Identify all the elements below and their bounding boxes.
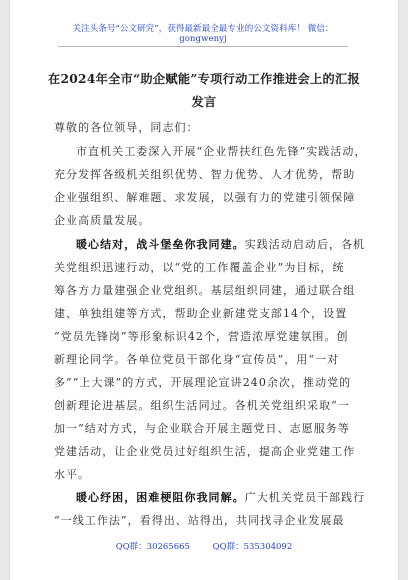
footer-qq-2: QQ群：535304092 bbox=[212, 542, 293, 552]
salutation: 尊敬的各位领导，同志们： bbox=[54, 121, 199, 134]
section2-heading: 暖心纾困，困难梗阻你我同解。 bbox=[76, 491, 245, 504]
paragraph-line: “党员先锋岗”等形象标识42个，营造浓厚党建氛围。创 bbox=[54, 330, 349, 343]
section2-lead-text: 广大机关党员干部践行 bbox=[244, 491, 366, 504]
paragraph-line: 企业强组织、解难题、求发展，以强有力的党建引领保障 bbox=[54, 191, 356, 204]
paragraph-line: “一线工作法”，看得出、站得出，共同找寻企业发展最 bbox=[54, 514, 345, 527]
section1-lead-text: 实践活动启动后，各机 bbox=[244, 238, 366, 251]
paragraph-line: 水平。 bbox=[54, 468, 91, 481]
header-notice: 关注头条号“公文研究”，获得最新最全最专业的公文资料库！ 微信：gongwenyj bbox=[58, 22, 348, 47]
paragraph-line: 多”“上大课”的方式，开展理论宣讲240余次，推动党的 bbox=[54, 376, 352, 389]
paragraph-line: 企业高质量发展。 bbox=[54, 214, 151, 227]
paragraph-line: 新理论同学。各单位党员干部化身“宣传员”，用“一对 bbox=[54, 353, 340, 366]
paragraph-line: 充分发挥各级机关组织优势、智力优势、人才优势，帮助 bbox=[54, 168, 356, 181]
paragraph-line: 党建活动，让企业党员过好组织生活，提高企业党建工作 bbox=[54, 445, 356, 458]
paragraph-line: 关党组织迅速行动，以“党的工作覆盖企业”为目标，统 bbox=[54, 261, 345, 274]
section2-first-line bbox=[76, 489, 365, 505]
document-title-line-2: 发言 bbox=[191, 95, 217, 109]
document-title-line-1: 在2024年全市“助企赋能”专项行动工作推进会上的汇报 bbox=[48, 72, 360, 86]
footer-qq-1: QQ群：30265665 bbox=[115, 542, 190, 552]
paragraph-line: 创新理论进基层。组织生活同过。各机关党组织采取“一 bbox=[54, 399, 350, 412]
paragraph-line: 建、单独组建等方式，帮助企业新建党支部14个，设置 bbox=[54, 307, 348, 320]
document-page bbox=[10, 0, 398, 580]
footer-contact bbox=[10, 540, 398, 552]
section1-first-line bbox=[76, 236, 365, 252]
paragraph-line: 加一”结对方式，与企业联合开展主题党日、志愿服务等 bbox=[54, 422, 350, 435]
paragraph-line: 市直机关工委深入开展“企业帮扶红色先锋”实践活动， bbox=[76, 145, 367, 158]
paragraph-line: 筹各方力量建强企业党组织。基层组织同建，通过联合组 bbox=[54, 284, 356, 297]
section1-heading: 暖心结对，战斗堡垒你我同建。 bbox=[76, 238, 245, 251]
